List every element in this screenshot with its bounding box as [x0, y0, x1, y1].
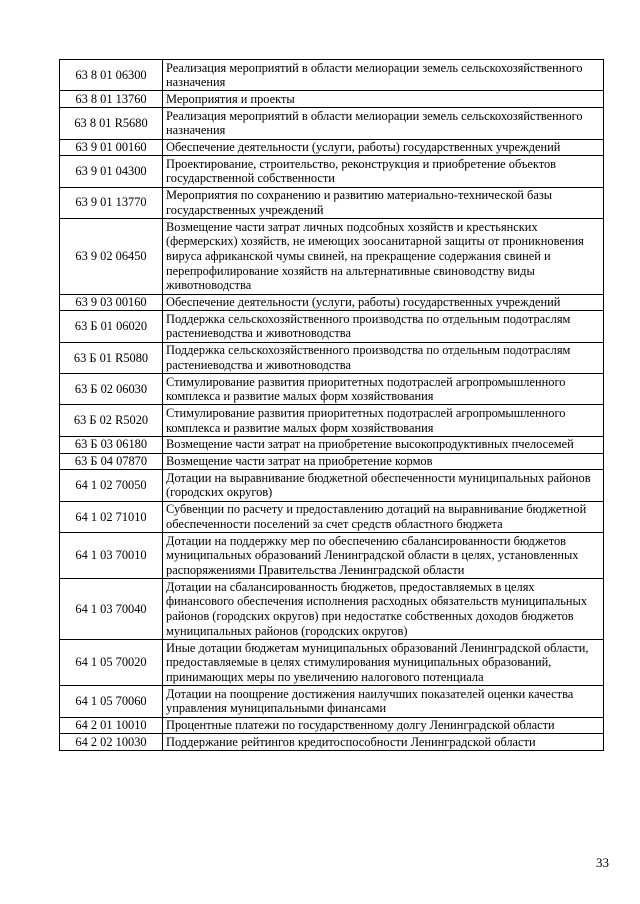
- budget-code-cell: 64 1 05 70020: [60, 640, 163, 686]
- description-cell: Возмещение части затрат личных подсобных хозяйств и крестьянских (фермерских) хозяйств, не имеющих зоосанитарной защиты от проникновения вируса африканской чумы свиней, на прекращение содержания свиней и перепрофилирование хозяйств на альтернативные свиноводству виды животноводства: [163, 219, 604, 295]
- description-cell: Возмещение части затрат на приобретение кормов: [163, 453, 604, 470]
- table-row: [60, 453, 604, 470]
- table-row: [60, 579, 604, 640]
- table-row: [60, 156, 604, 187]
- table-row: [60, 734, 604, 751]
- description-cell: Дотации на поддержку мер по обеспечению сбалансированности бюджетов муниципальных образований Ленинградской области в целях, установленных распоряжениями Правительства Ленинградской области: [163, 533, 604, 579]
- budget-code-cell: 63 9 01 00160: [60, 139, 163, 156]
- budget-code-cell: 64 1 03 70040: [60, 579, 163, 640]
- table-row: [60, 91, 604, 108]
- budget-code-cell: 63 Б 03 06180: [60, 436, 163, 453]
- table-row: [60, 108, 604, 139]
- budget-code-cell: 63 Б 01 06020: [60, 311, 163, 342]
- budget-code-cell: 63 Б 04 07870: [60, 453, 163, 470]
- table-row: [60, 187, 604, 218]
- description-cell: Поддержание рейтингов кредитоспособности Ленинградской области: [163, 734, 604, 751]
- budget-code-cell: 63 9 02 06450: [60, 219, 163, 295]
- table-row: [60, 294, 604, 311]
- budget-code-cell: 63 9 03 00160: [60, 294, 163, 311]
- description-cell: Обеспечение деятельности (услуги, работы) государственных учреждений: [163, 139, 604, 156]
- budget-code-cell: 63 8 01 06300: [60, 60, 163, 91]
- budget-code-cell: 63 9 01 13770: [60, 187, 163, 218]
- description-cell: Дотации на сбалансированность бюджетов, предоставляемых в целях финансового обеспечения исполнения расходных обязательств муниципальных районов (городских округов) при недостатке собственных доходов бюджетов муниципальных районов (городских округов): [163, 579, 604, 640]
- table-body: [60, 60, 604, 751]
- description-cell: Процентные платежи по государственному долгу Ленинградской области: [163, 717, 604, 734]
- table-row: [60, 686, 604, 717]
- description-cell: Возмещение части затрат на приобретение высокопродуктивных пчелосемей: [163, 436, 604, 453]
- table-row: [60, 342, 604, 373]
- budget-code-cell: 63 Б 01 R5080: [60, 342, 163, 373]
- description-cell: Поддержка сельскохозяйственного производства по отдельным подотраслям растениеводства и животноводства: [163, 342, 604, 373]
- table-row: [60, 311, 604, 342]
- description-cell: Поддержка сельскохозяйственного производства по отдельным подотраслям растениеводства и животноводства: [163, 311, 604, 342]
- table-row: [60, 60, 604, 91]
- budget-code-cell: 64 2 01 10010: [60, 717, 163, 734]
- budget-code-cell: 63 Б 02 R5020: [60, 405, 163, 436]
- description-cell: Субвенции по расчету и предоставлению дотаций на выравнивание бюджетной обеспеченности поселений за счет средств областного бюджета: [163, 501, 604, 532]
- budget-code-cell: 64 2 02 10030: [60, 734, 163, 751]
- description-cell: Реализация мероприятий в области мелиорации земель сельскохозяйственного назначения: [163, 60, 604, 91]
- budget-code-cell: 63 9 01 04300: [60, 156, 163, 187]
- budget-code-cell: 63 Б 02 06030: [60, 374, 163, 405]
- table-row: [60, 501, 604, 532]
- budget-code-table: [59, 59, 604, 751]
- description-cell: Мероприятия по сохранению и развитию материально-технической базы государственных учреждений: [163, 187, 604, 218]
- description-cell: Стимулирование развития приоритетных подотраслей агропромышленного комплекса и развитие малых форм хозяйствования: [163, 405, 604, 436]
- description-cell: Дотации на выравнивание бюджетной обеспеченности муниципальных районов (городских округов): [163, 470, 604, 501]
- description-cell: Реализация мероприятий в области мелиорации земель сельскохозяйственного назначения: [163, 108, 604, 139]
- table-row: [60, 717, 604, 734]
- table-row: [60, 219, 604, 295]
- description-cell: Обеспечение деятельности (услуги, работы) государственных учреждений: [163, 294, 604, 311]
- budget-code-cell: 63 8 01 13760: [60, 91, 163, 108]
- table-row: [60, 436, 604, 453]
- description-cell: Дотации на поощрение достижения наилучших показателей оценки качества управления муниципальными финансами: [163, 686, 604, 717]
- table-row: [60, 470, 604, 501]
- budget-code-cell: 64 1 05 70060: [60, 686, 163, 717]
- budget-code-cell: 63 8 01 R5680: [60, 108, 163, 139]
- budget-code-cell: 64 1 03 70010: [60, 533, 163, 579]
- table-row: [60, 139, 604, 156]
- table-row: [60, 405, 604, 436]
- table-row: [60, 640, 604, 686]
- table-row: [60, 533, 604, 579]
- budget-code-cell: 64 1 02 70050: [60, 470, 163, 501]
- description-cell: Проектирование, строительство, реконструкция и приобретение объектов государственной собственности: [163, 156, 604, 187]
- description-cell: Иные дотации бюджетам муниципальных образований Ленинградской области, предоставляемые в целях стимулирования муниципальных образований, принимающих меры по увеличению налогового потенциала: [163, 640, 604, 686]
- budget-code-cell: 64 1 02 71010: [60, 501, 163, 532]
- page-number: 33: [596, 855, 609, 870]
- description-cell: Мероприятия и проекты: [163, 91, 604, 108]
- description-cell: Стимулирование развития приоритетных подотраслей агропромышленного комплекса и развитие малых форм хозяйствования: [163, 374, 604, 405]
- table-row: [60, 374, 604, 405]
